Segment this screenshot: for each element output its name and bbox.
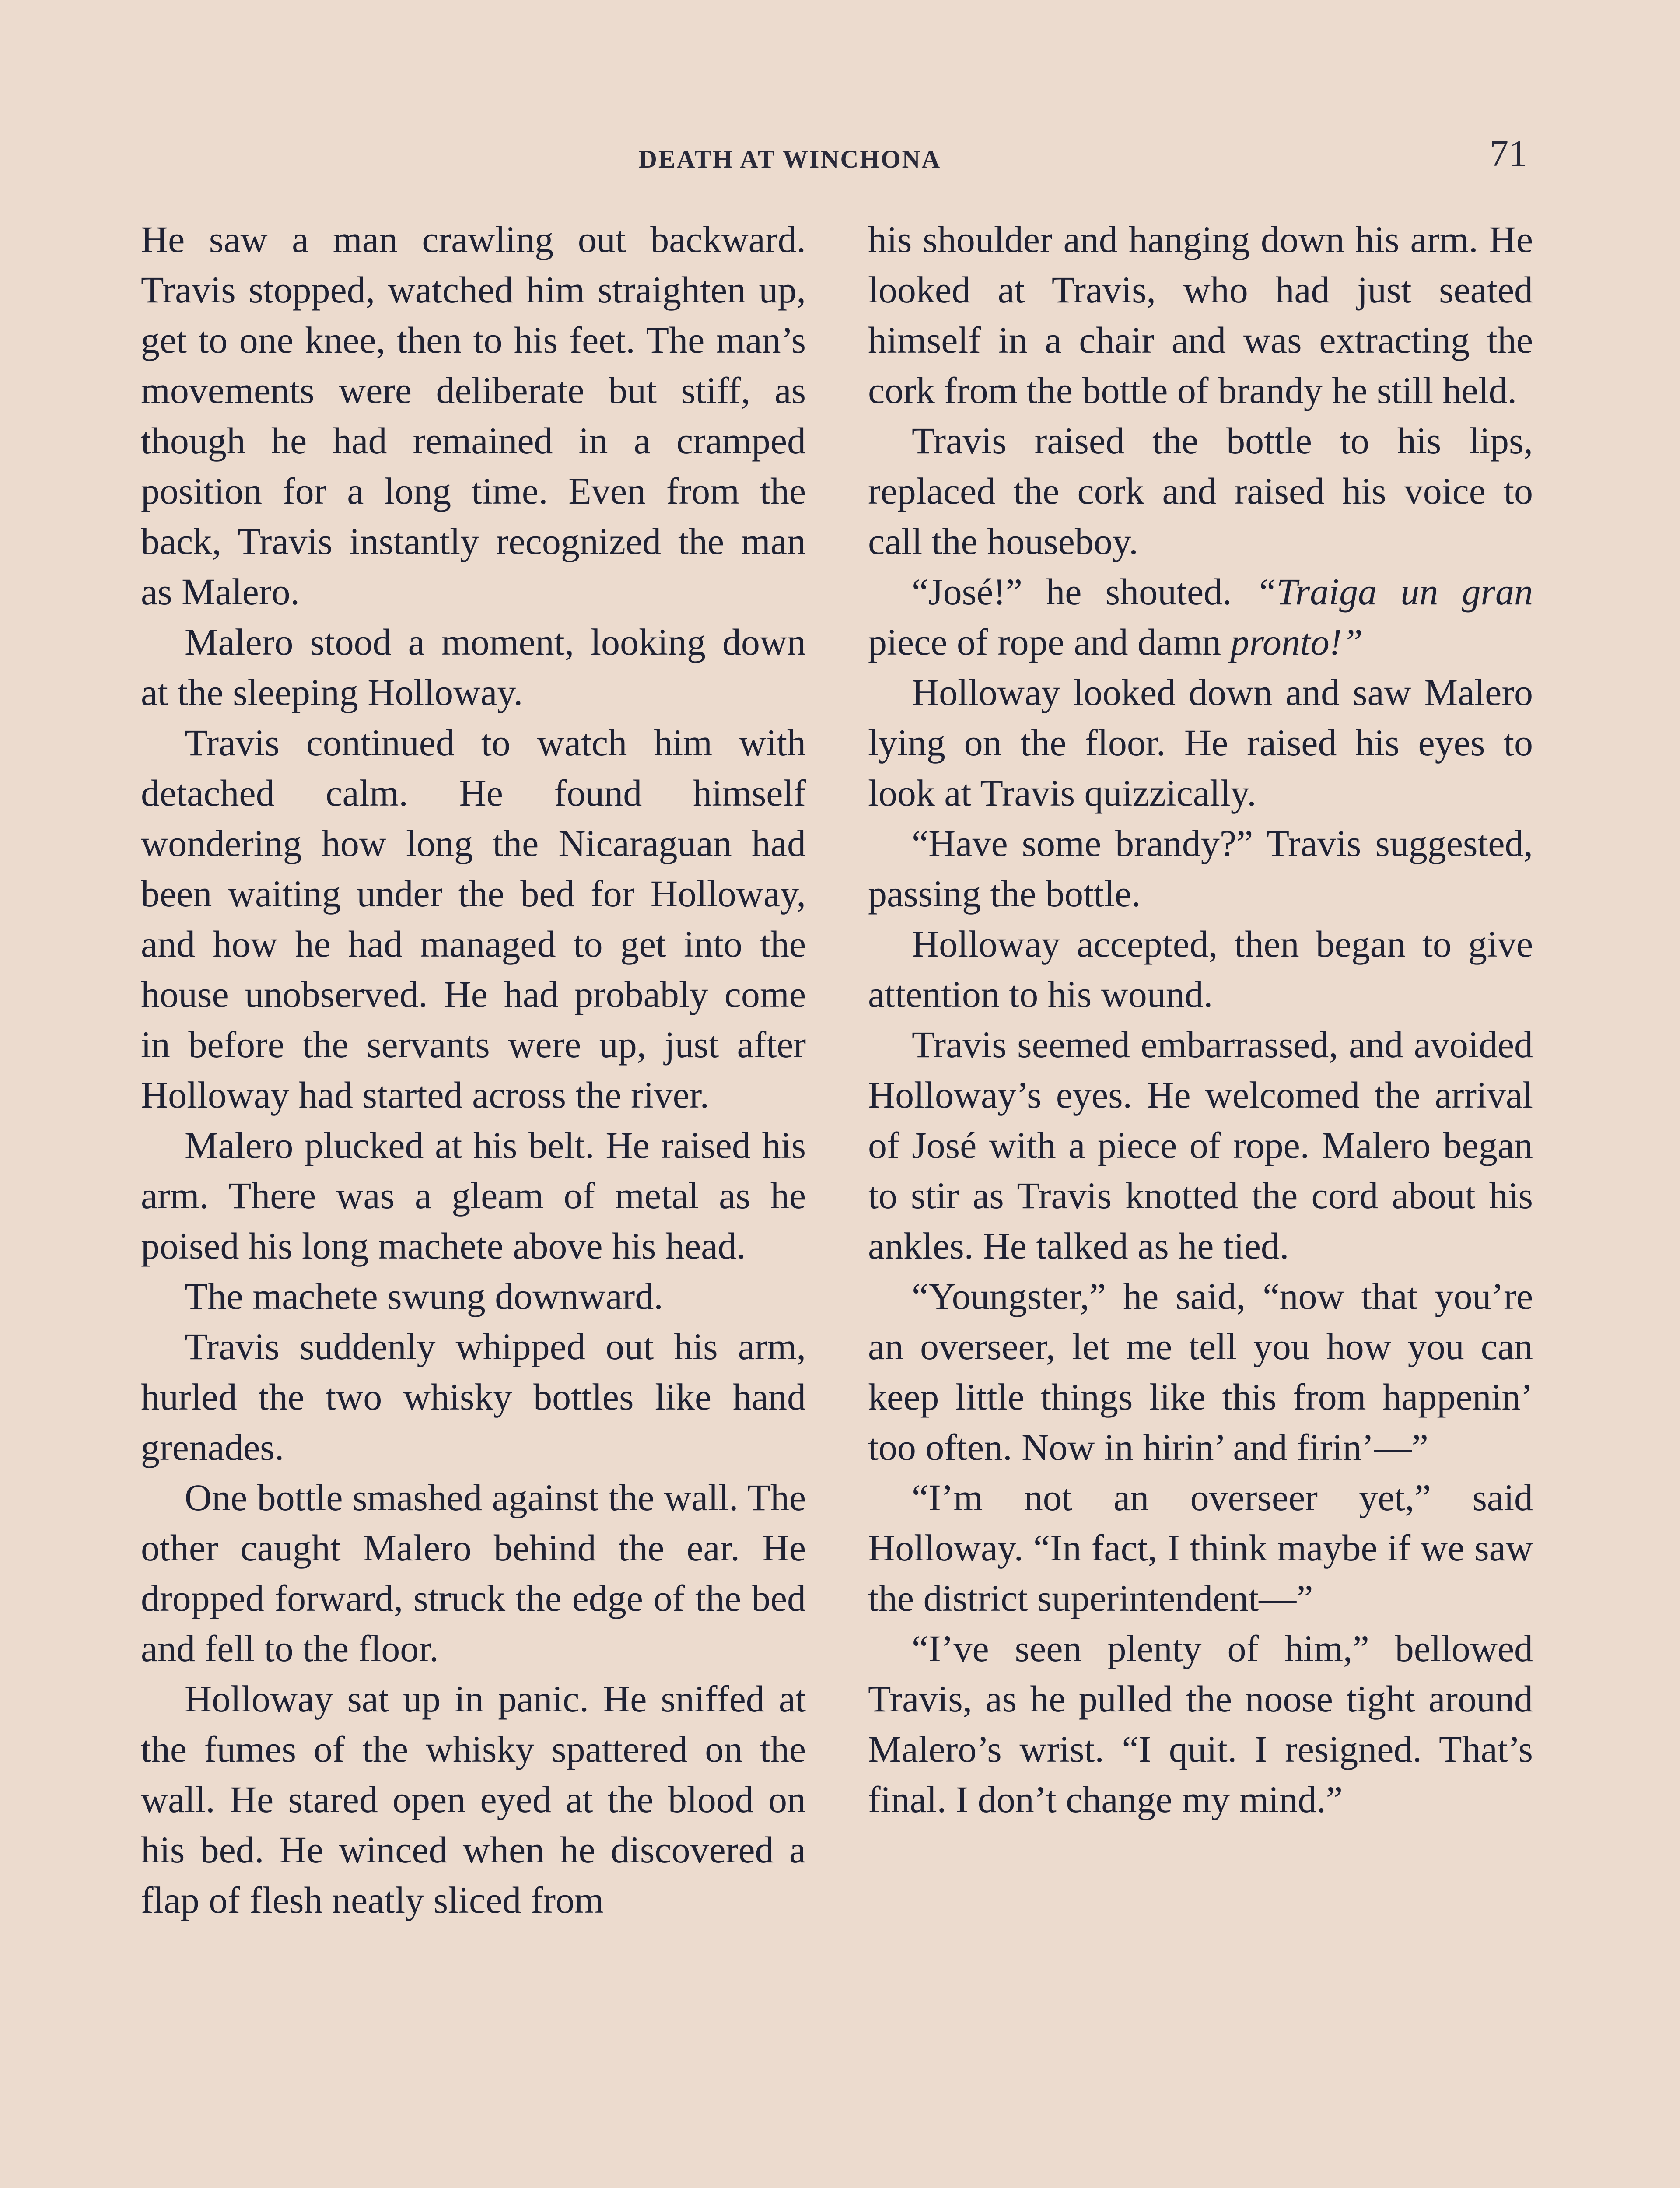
paragraph: Travis suddenly whipped out his arm, hurled the two whisky bottles like hand grenades.: [141, 1325, 806, 1468]
dialogue-text: piece of rope and damn: [868, 621, 1231, 663]
dialogue-text: “José!” he shouted.: [912, 571, 1256, 613]
paragraph: Malero stood a moment, looking down at the sleeping Holloway.: [141, 621, 806, 713]
paragraph: One bottle smashed against the wall. The other caught Malero behind the ear. He dropped forward, struck the edge of the bed and fell to the floor.: [141, 1476, 806, 1669]
paragraph: Travis continued to watch him with detached calm. He found himself wondering how long the Nicaraguan had been waiting under the bed for Holloway, and how he had managed to get into the house unobserved. He had probably come in before the servants were up, just after Holloway had started across the river.: [141, 722, 806, 1116]
page-number: 71: [1490, 132, 1527, 174]
paragraph: Travis raised the bottle to his lips, replaced the cork and raised his voice to call the houseboy.: [868, 420, 1533, 562]
spanish-phrase: “Traiga un gran: [1255, 571, 1533, 613]
running-head: DEATH AT WINCHONA: [639, 145, 942, 173]
paragraph: “I’m not an overseer yet,” said Holloway. “In fact, I think maybe if we saw the district superintendent—”: [868, 1476, 1533, 1619]
right-column: [868, 214, 1533, 1825]
left-column: [141, 214, 806, 1925]
paragraph: Travis seemed embarrassed, and avoided Holloway’s eyes. He welcomed the arrival of José with a piece of rope. Malero began to stir as Travis knotted the cord about his ankles. He talked as he tied.: [868, 1024, 1533, 1267]
paragraph: Holloway accepted, then began to give attention to his wound.: [868, 923, 1533, 1015]
paragraph: his shoulder and hanging down his arm. He looked at Travis, who had just seated himself in a chair and was extracting the cork from the bottle of brandy he still held.: [868, 218, 1533, 411]
paragraph: “Have some brandy?” Travis suggested, passing the bottle.: [868, 822, 1533, 915]
paragraph: He saw a man crawling out backward. Travis stopped, watched him straighten up, get to one knee, then to his feet. The man’s movements were deliberate but stiff, as though he had remained in a cramped position for a long time. Even from the back, Travis instantly recognized the man as Malero.: [141, 218, 806, 613]
paragraph: The machete swung downward.: [185, 1275, 663, 1317]
paragraph: Malero plucked at his belt. He raised his arm. There was a gleam of metal as he poised his long machete above his head.: [141, 1124, 806, 1267]
paragraph: “Youngster,” he said, “now that you’re an overseer, let me tell you how you can keep little things like this from happenin’ too often. Now in hirin’ and firin’—”: [868, 1275, 1533, 1468]
paragraph: Holloway looked down and saw Malero lying on the floor. He raised his eyes to look at Travis quizzically.: [868, 671, 1533, 814]
spanish-word: pronto!”: [1230, 621, 1363, 663]
paragraph: [868, 567, 1533, 667]
paragraph: Holloway sat up in panic. He sniffed at the fumes of the whisky spattered on the wall. He stared open eyed at the blood on his bed. He winced when he discovered a flap of flesh neatly sliced from: [141, 1678, 806, 1921]
paragraph: “I’ve seen plenty of him,” bellowed Travis, as he pulled the noose tight around Malero’s wrist. “I quit. I resigned. That’s final. I don’t change my mind.”: [868, 1627, 1533, 1820]
